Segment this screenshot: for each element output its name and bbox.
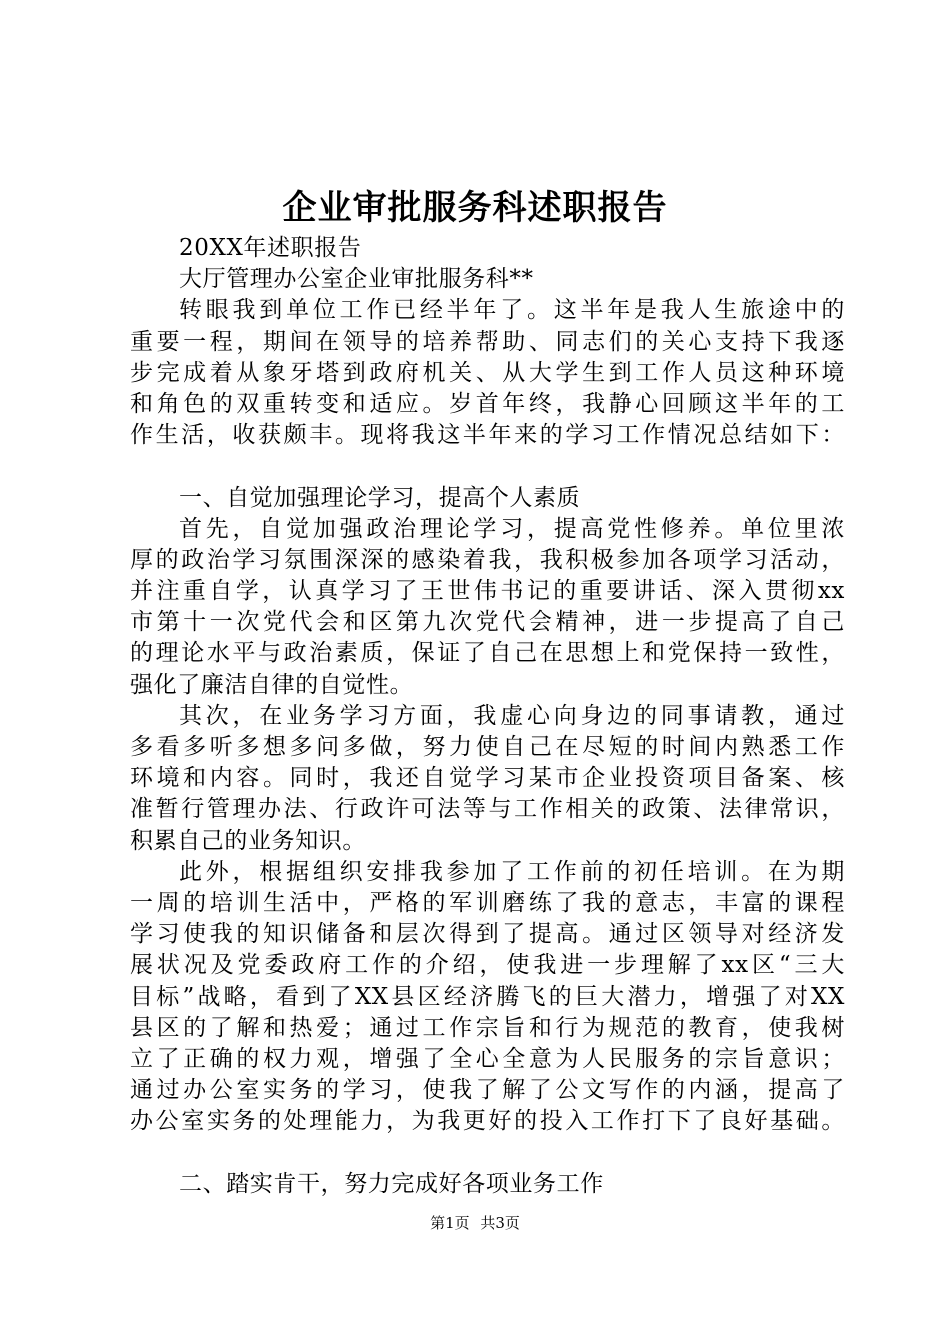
text-line: 其次，在业务学习方面，我虚心向身边的同事请教，通过 <box>179 702 845 729</box>
text-line: 首先，自觉加强政治理论学习，提高党性修养。单位里浓 <box>179 515 845 542</box>
text-line: 和角色的双重转变和适应。岁首年终，我静心回顾这半年的工 <box>130 390 845 417</box>
page-number: 第1页 <box>430 1214 470 1232</box>
document-body <box>130 233 845 1200</box>
text-line: 立了正确的权力观，增强了全心全意为人民服务的宗旨意识； <box>130 1045 845 1072</box>
page-footer <box>0 1213 950 1233</box>
text-line: 展状况及党委政府工作的介绍，使我进一步理解了xx区“三大 <box>130 952 845 979</box>
text-line: 此外，根据组织安排我参加了工作前的初任培训。在为期 <box>179 858 845 885</box>
text-line: 环境和内容。同时，我还自觉学习某市企业投资项目备案、核 <box>130 765 845 792</box>
text-line: 的理论水平与政治素质，保证了自己在思想上和党保持一致性， <box>130 640 845 667</box>
text-line: 准暂行管理办法、行政许可法等与工作相关的政策、法律常识， <box>130 796 845 823</box>
text-line: 二、踏实肯干，努力完成好各项业务工作 <box>179 1170 604 1197</box>
text-line: 学习使我的知识储备和层次得到了提高。通过区领导对经济发 <box>130 921 845 948</box>
text-line: 步完成着从象牙塔到政府机关、从大学生到工作人员这种环境 <box>130 359 845 386</box>
text-line: 20XX年述职报告 <box>179 235 362 261</box>
text-line: 县区的了解和热爱；通过工作宗旨和行为规范的教育，使我树 <box>130 1014 845 1041</box>
text-line: 多看多听多想多问多做，努力使自己在尽短的时间内熟悉工作 <box>130 734 845 760</box>
text-line: 厚的政治学习氛围深深的感染着我，我积极参加各项学习活动， <box>130 546 845 573</box>
text-line: 并注重自学，认真学习了王世伟书记的重要讲话、深入贯彻xx <box>130 578 845 605</box>
text-line: 转眼我到单位工作已经半年了。这半年是我人生旅途中的 <box>179 297 845 324</box>
text-line: 办公室实务的处理能力，为我更好的投入工作打下了良好基础。 <box>130 1108 845 1135</box>
text-line: 积累自己的业务知识。 <box>130 827 366 854</box>
blank-line <box>130 1137 845 1168</box>
text-line: 作生活，收获颇丰。现将我这半年来的学习工作情况总结如下： <box>130 422 845 449</box>
text-line: 一周的培训生活中，严格的军训磨练了我的意志，丰富的课程 <box>130 889 845 916</box>
blank-line <box>130 451 845 482</box>
text-line: 重要一程，期间在领导的培养帮助、同志们的关心支持下我逐 <box>130 328 845 355</box>
page-total: 共3页 <box>480 1214 520 1232</box>
text-line: 强化了廉洁自律的自觉性。 <box>130 671 414 698</box>
text-line: 大厅管理办公室企业审批服务科** <box>179 266 534 293</box>
text-line: 通过办公室实务的学习，使我了解了公文写作的内涵，提高了 <box>130 1077 845 1104</box>
text-line: 一、自觉加强理论学习，提高个人素质 <box>179 484 581 511</box>
text-line: 目标”战略，看到了XX县区经济腾飞的巨大潜力，增强了对XX <box>130 983 845 1010</box>
document-title: 企业审批服务科述职报告 <box>282 188 668 228</box>
text-line: 市第十一次党代会和区第九次党代会精神，进一步提高了自己 <box>130 609 845 636</box>
